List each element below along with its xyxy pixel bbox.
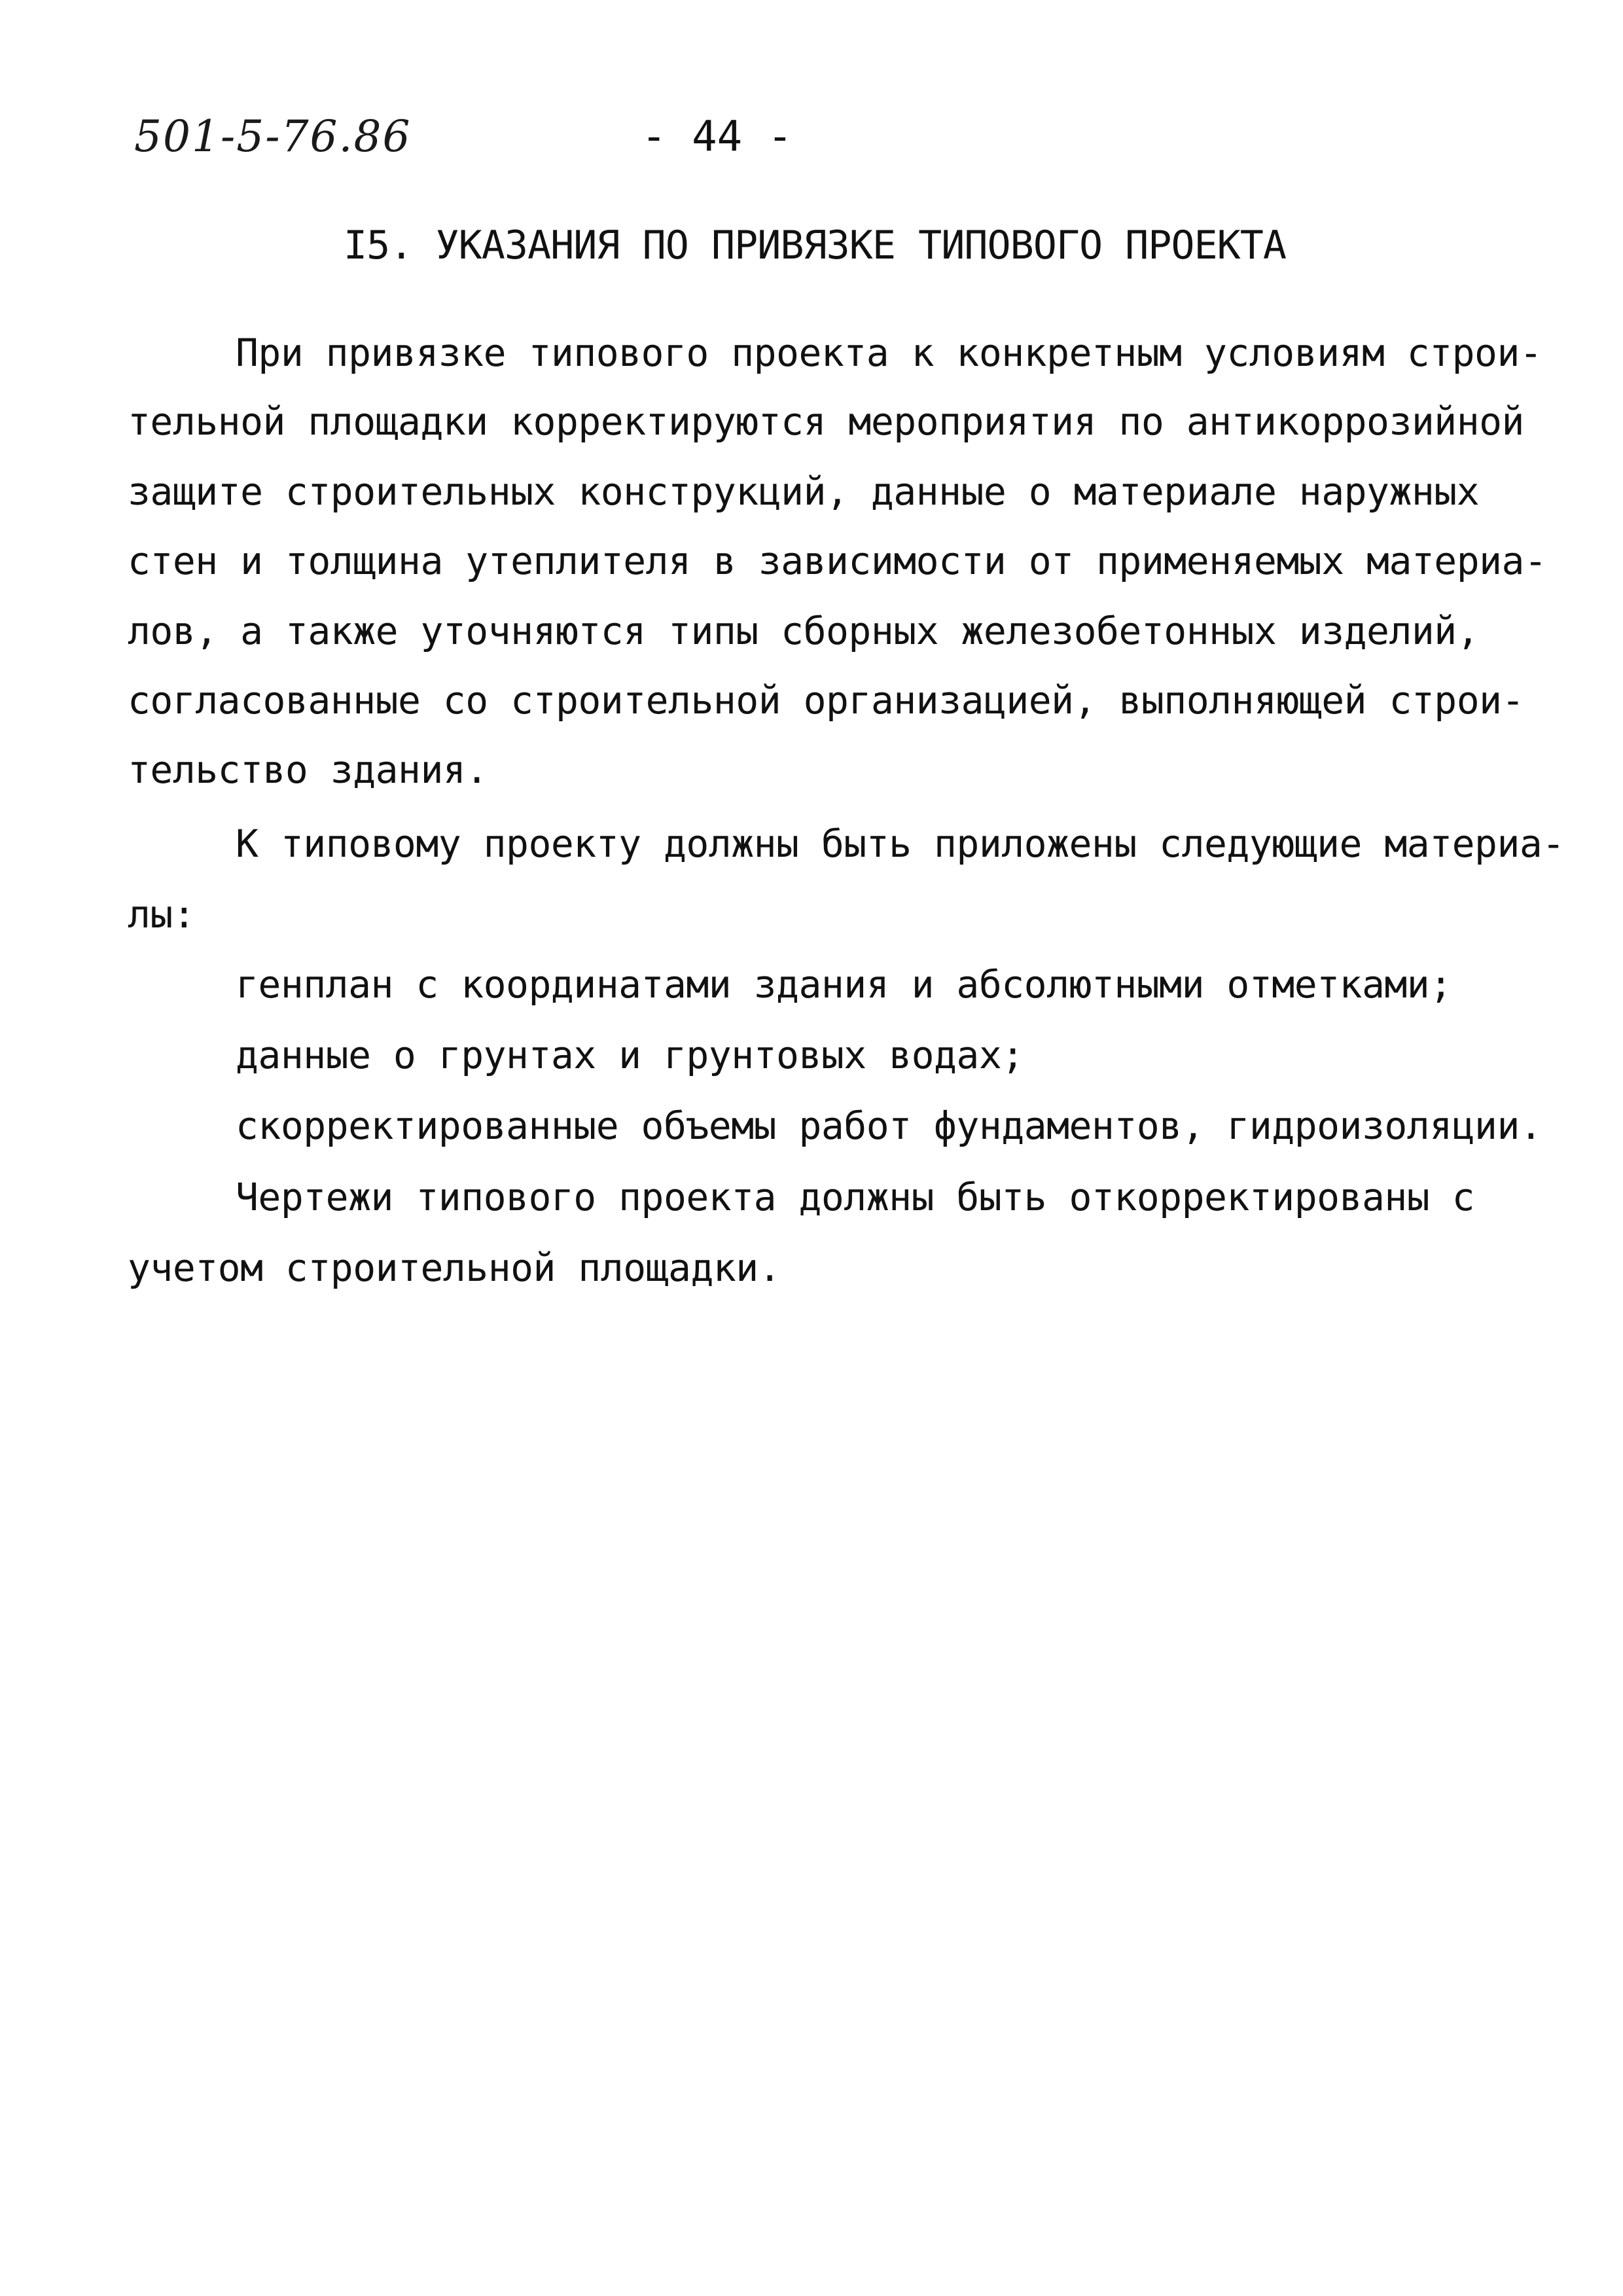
paragraph-line: лов, а также уточняются типы сборных железобетонных изделий, [128,609,1480,653]
list-item: данные о грунтах и грунтовых водах; [236,1033,1024,1077]
paragraph-line: лы: [128,892,196,937]
paragraph-line: тельство здания. [128,747,488,792]
paragraph-line: учетом строительной площадки. [128,1246,781,1290]
paragraph-line: тельной площадки корректируются мероприятия по антикоррозийной [128,399,1524,444]
page-number: - 44 - [641,113,793,161]
section-title: I5. УКАЗАНИЯ ПО ПРИВЯЗКЕ ТИПОВОГО ПРОЕКТА [344,223,1287,268]
paragraph-line: При привязке типового проекта к конкретным условиям строи- [236,331,1543,375]
paragraph-line: стен и толщина утеплителя в зависимости от применяемых материа- [128,539,1547,583]
list-item: генплан с координатами здания и абсолютными отметками; [236,962,1452,1007]
paragraph-line: защите строительных конструкций, данные о материале наружных [128,469,1480,514]
document-code: 501-5-76.86 [134,111,412,162]
paragraph-line: Чертежи типового проекта должны быть откорректированы с [236,1175,1475,1219]
paragraph-line: согласованные со строительной организацией, выполняющей строи- [128,678,1524,723]
paragraph-line: К типовому проекту должны быть приложены следующие материа- [236,821,1565,866]
list-item: скорректированные объемы работ фундаментов, гидроизоляции. [236,1103,1543,1148]
